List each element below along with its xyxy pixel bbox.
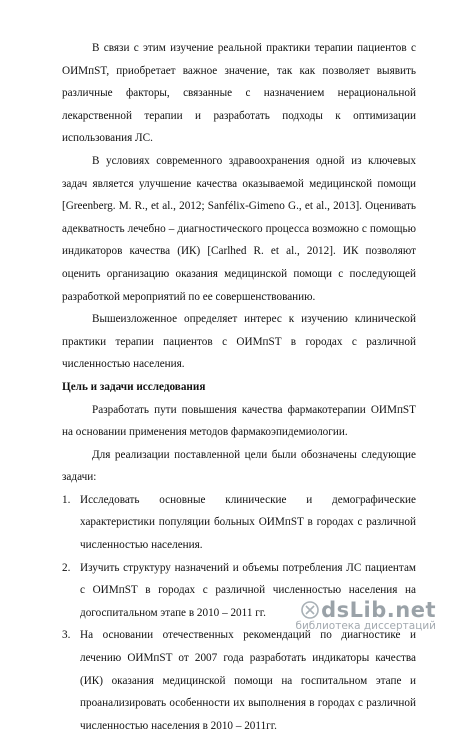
task-number: 2. (62, 561, 71, 574)
task-item (62, 624, 416, 737)
task-number: 1. (62, 493, 71, 506)
task-item (62, 489, 416, 557)
watermark-brand: dsLib.net (321, 598, 436, 622)
paragraph-tasks-intro: Для реализации поставленной цели были обозначены следующие задачи: (62, 448, 416, 484)
watermark-subtitle: библиотека диссертаций (295, 620, 436, 632)
task-text: Исследовать основные клинические и демографические характеристики популяции больных ОИМпST в городах с различной численностью населения. (80, 493, 416, 552)
dslib-logo-icon (301, 601, 319, 619)
paragraph-interest: Вышеизложенное определяет интерес к изучению клинической практики терапии пациентов с ОИМпST в городах с различной численностью населения. (62, 313, 416, 371)
paragraph-goal: Разработать пути повышения качества фармакотерапии ОИМпST на основании применения методов фармакоэпидемиологии. (62, 403, 416, 439)
task-text: На основании отечественных рекомендаций по диагностике и лечению ОИМпST от 2007 года разработать индикаторы качества (ИК) оказания медицинской помощи на госпитальном этапе и проанализировать особенности их выполнения в городах с различной численностью населения в 2010 – 2011гг. (80, 629, 416, 732)
paragraph-practice: В связи с этим изучение реальной практики терапии пациентов с ОИМпST, приобретает важное значение, так как позволяет выявить различные факторы, связанные с назначением нерациональной лекарственной терапии и разработать подходы к оптимизации использования ЛС. (62, 42, 416, 145)
paragraph-quality: В условиях современного здравоохранения одной из ключевых задач является улучшение качества оказываемой медицинской помощи [Greenberg. M. R., et al., 2012; Sanfélix-Gimeno G., et al., 2013]. Оценивать адекватность лечебно – диагностического процесса возможно с помощью индикаторов качества (ИК) [Carlhed R. et al., 2012]. ИК позволяют оценить организацию оказания медицинской помощи с последующей разработкой мероприятий по ее совершенствованию. (62, 154, 416, 303)
task-text: Изучить структуру назначений и объемы потребления ЛС пациентам с ОИМпST в городах с различной численностью населения на догоспитальном этапе в 2010 – 2011 гг. (80, 561, 416, 619)
section-heading: Цель и задачи исследования (62, 380, 206, 393)
watermark (295, 598, 436, 632)
task-number: 3. (62, 629, 71, 642)
document-body (62, 37, 416, 737)
